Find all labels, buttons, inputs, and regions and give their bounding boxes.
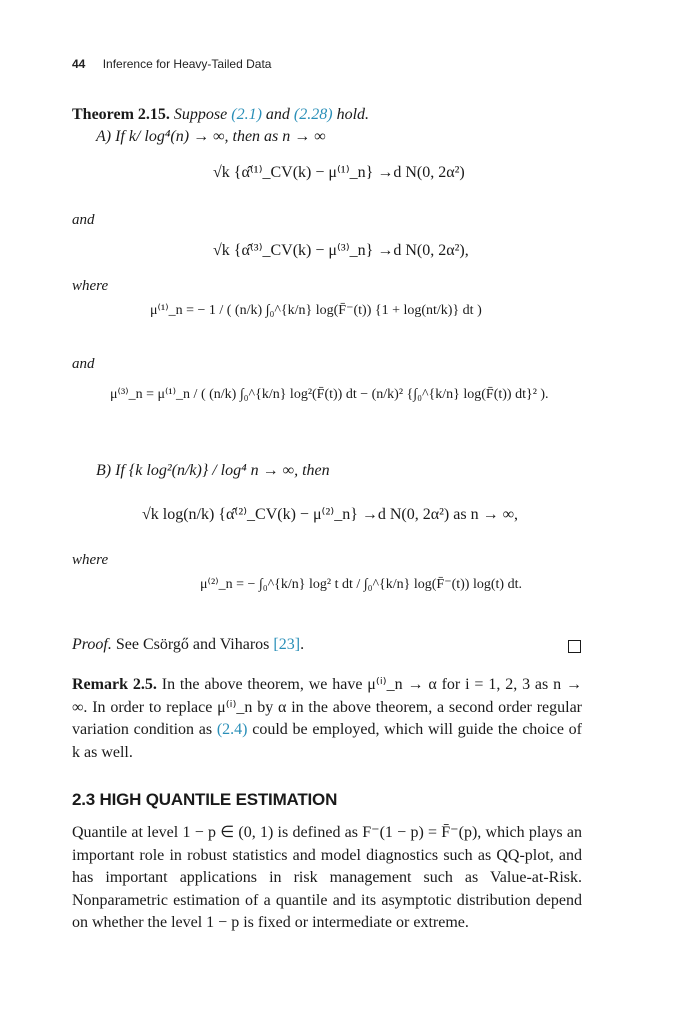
equation-mu1-content: μ⁽¹⁾_n = − 1 / ( (n/k) ∫₀^{k/n} log(F̄⁻(t)) {1 + log(nt/k)} dt )	[150, 303, 482, 318]
text-where-2: where	[72, 552, 109, 568]
page-number: 44	[72, 57, 86, 71]
proof-label: Proof.	[72, 636, 112, 653]
proof-line	[72, 636, 304, 654]
equation-b	[142, 504, 518, 524]
theorem-intro-and: and	[265, 106, 290, 123]
equation-ref-2-1[interactable]: (2.1)	[231, 106, 262, 123]
equation-a1-content: √k {α̂⁽¹⁾_CV(k) − μ⁽¹⁾_n} →d N(0, 2α²)	[213, 164, 465, 181]
equation-mu3-content: μ⁽³⁾_n = μ⁽¹⁾_n / ( (n/k) ∫₀^{k/n} log²(F̄(t)) dt − (n/k)² {∫₀^{k/n} log(F̄(t)) dt}² ).	[110, 387, 549, 402]
running-header	[72, 57, 271, 71]
proof-text: See Csörgő and Viharos	[115, 636, 270, 653]
equation-mu3	[110, 386, 580, 403]
remark-paragraph	[72, 674, 582, 764]
citation-23[interactable]: [23]	[273, 636, 301, 653]
text-where-1: where	[72, 278, 109, 294]
theorem-label: Theorem 2.15.	[72, 106, 170, 123]
equation-ref-2-4[interactable]: (2.4)	[216, 721, 248, 738]
theorem-intro-post: hold.	[336, 106, 370, 123]
remark-label: Remark 2.5.	[72, 676, 157, 693]
remark-text-2: could be employed, which will guide the choice of k as well.	[72, 721, 583, 761]
remark-text-1: In the above theorem, we have μ⁽ⁱ⁾_n → α for i = 1, 2, 3 as n → ∞. In order to replace μ⁽ⁱ⁾_n by α in the above theorem, a second order regular variation condition as	[72, 676, 583, 738]
theorem-intro-pre: Suppose	[173, 106, 228, 123]
running-title: Inference for Heavy-Tailed Data	[102, 57, 272, 71]
equation-a2	[213, 240, 469, 260]
equation-b-content: √k log(n/k) {α̂⁽²⁾_CV(k) − μ⁽²⁾_n} →d N(0, 2α²) as n → ∞,	[142, 506, 518, 523]
equation-a2-content: √k {α̂⁽³⁾_CV(k) − μ⁽³⁾_n} →d N(0, 2α²),	[213, 242, 469, 259]
section-body-paragraph: Quantile at level 1 − p ∈ (0, 1) is defined as F⁻(1 − p) = F̄⁻(p), which plays an important role in robust statistics and model diagnostics such as QQ-plot, and has important applications in risk management such as Value-at-Risk. Nonparametric estimation of a quantile and its asymptotic distribution depend on whether the level 1 − p is fixed or intermediate or extreme.	[72, 824, 582, 931]
part-b-condition: B) If {k log²(n/k)} / log⁴ n → ∞, then	[96, 462, 330, 479]
text-and-2: and	[72, 356, 95, 372]
equation-mu2	[200, 576, 580, 593]
equation-ref-2-28[interactable]: (2.28)	[293, 106, 333, 123]
text-and-1: and	[72, 212, 95, 228]
equation-mu2-content: μ⁽²⁾_n = − ∫₀^{k/n} log² t dt / ∫₀^{k/n} log(F̄⁻(t)) log(t) dt.	[200, 577, 522, 592]
theorem-heading	[72, 106, 369, 124]
proof-end-period: .	[300, 636, 305, 653]
equation-mu1	[150, 302, 580, 319]
section-heading: 2.3 HIGH QUANTILE ESTIMATION	[72, 790, 338, 809]
qed-square	[568, 640, 581, 653]
part-a-condition: A) If k/ log⁴(n) → ∞, then as n → ∞	[96, 128, 326, 145]
equation-a1	[213, 162, 465, 182]
